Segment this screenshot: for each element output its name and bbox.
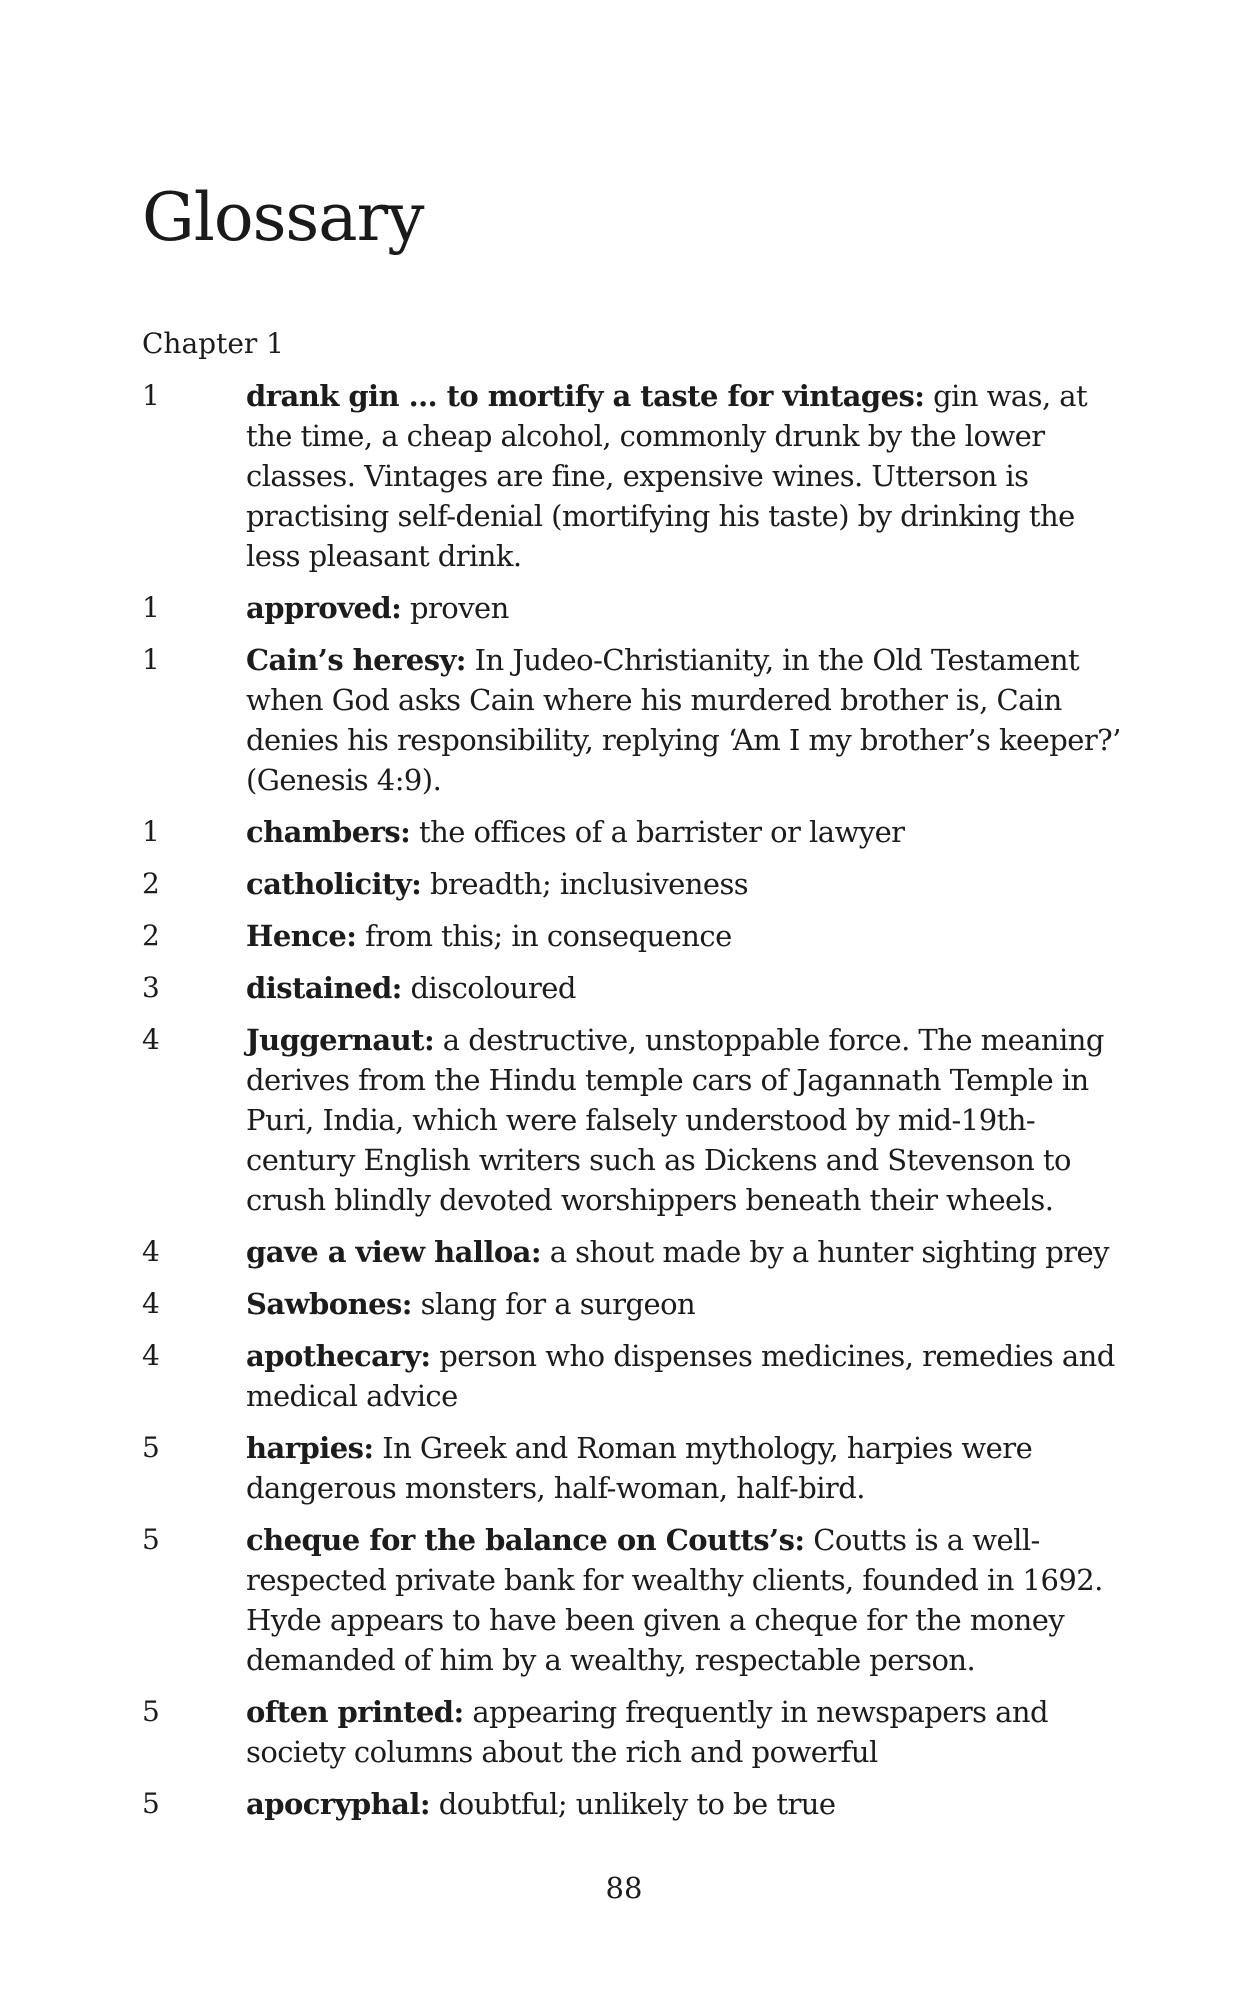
glossary-entry [142,1232,1142,1272]
glossary-entry [142,1020,1142,1220]
entry-term: Sawbones: [246,1287,412,1321]
entry-term: Juggernaut: [246,1023,435,1057]
entry-term: approved: [246,591,402,625]
glossary-entry [142,968,1142,1008]
glossary-entry [142,1428,1142,1508]
glossary-entry [142,812,1142,852]
entry-definition: doubtful; unlikely to be true [438,1787,836,1821]
glossary-entry [142,1784,1142,1824]
entry-text [246,916,1126,956]
glossary-entry [142,916,1142,956]
entry-definition: slang for a surgeon [420,1287,696,1321]
glossary-entry [142,864,1142,904]
entry-term: drank gin … to mortify a taste for vintages: [246,379,925,413]
entry-page-reference: 5 [142,1787,160,1820]
entry-page-reference: 1 [142,643,160,676]
entry-text [246,1336,1126,1416]
entry-definition: discoloured [410,971,576,1005]
entry-term: catholicity: [246,867,422,901]
entry-definition: a shout made by a hunter sighting prey [549,1235,1109,1269]
entry-text [246,1784,1126,1824]
entry-term: chambers: [246,815,411,849]
glossary-entry [142,640,1142,800]
entry-page-reference: 3 [142,971,160,1004]
entry-definition: appearing frequently in newspapers and society columns about the rich and powerful [246,1695,1049,1769]
entry-definition: the offices of a barrister or lawyer [418,815,905,849]
entry-term: distained: [246,971,402,1005]
entry-text [246,588,1126,628]
entry-term: often printed: [246,1695,464,1729]
entry-term: apothecary: [246,1339,431,1373]
glossary-entry [142,588,1142,628]
entry-term: gave a view halloa: [246,1235,542,1269]
entry-text [246,1520,1126,1680]
glossary-list [142,376,1142,1836]
entry-page-reference: 5 [142,1523,160,1556]
entry-text [246,812,1126,852]
glossary-entry [142,1336,1142,1416]
glossary-entry [142,376,1142,576]
entry-definition: from this; in consequence [365,919,732,953]
entry-page-reference: 4 [142,1287,160,1320]
glossary-entry [142,1520,1142,1680]
glossary-entry [142,1692,1142,1772]
entry-page-reference: 1 [142,815,160,848]
entry-page-reference: 4 [142,1235,160,1268]
entry-page-reference: 5 [142,1431,160,1464]
entry-page-reference: 4 [142,1023,160,1056]
entry-definition: In Greek and Roman mythology, harpies were dangerous monsters, half-woman, half-bird. [246,1431,1033,1505]
entry-text [246,1232,1126,1272]
entry-text [246,1020,1126,1220]
entry-page-reference: 1 [142,591,160,624]
entry-page-reference: 2 [142,919,160,952]
entry-page-reference: 5 [142,1695,160,1728]
entry-text [246,1428,1126,1508]
entry-definition: person who dispenses medicines, remedies and medical advice [246,1339,1115,1413]
entry-definition: Coutts is a well-respected private bank for wealthy clients, founded in 1692. Hyde appears to have been given a cheque for the money demanded of him by a wealthy, respectable person. [246,1523,1103,1677]
entry-term: cheque for the balance on Coutts’s: [246,1523,805,1557]
entry-definition: breadth; inclusiveness [430,867,749,901]
entry-term: Cain’s heresy: [246,643,466,677]
entry-page-reference: 2 [142,867,160,900]
entry-text [246,864,1126,904]
entry-page-reference: 4 [142,1339,160,1372]
entry-term: harpies: [246,1431,374,1465]
entry-text [246,1692,1126,1772]
entry-text [246,968,1126,1008]
entry-term: apocryphal: [246,1787,431,1821]
entry-text [246,640,1126,800]
entry-page-reference: 1 [142,379,160,412]
page-number: 88 [605,1871,643,1905]
chapter-heading: Chapter 1 [142,327,284,360]
entry-definition: In Judeo-Christianity, in the Old Testament when God asks Cain where his murdered brother is, Cain denies his responsibility, replying ‘Am I my brother’s keeper?’ (Genesis 4:9). [246,643,1121,797]
entry-term: Hence: [246,919,357,953]
glossary-entry [142,1284,1142,1324]
entry-text [246,1284,1126,1324]
page-title: Glossary [142,179,424,256]
entry-definition: proven [409,591,509,625]
entry-definition: a destructive, unstoppable force. The meaning derives from the Hindu temple cars of Jagannath Temple in Puri, India, which were falsely understood by mid-19th-century English writers such as Dickens and Stevenson to crush blindly devoted worshippers beneath their wheels. [246,1023,1104,1217]
entry-text [246,376,1126,576]
entry-definition: gin was, at the time, a cheap alcohol, commonly drunk by the lower classes. Vintages are fine, expensive wines. Utterson is practising self-denial (mortifying his taste) by drinking the less pleasant drink. [246,379,1088,573]
